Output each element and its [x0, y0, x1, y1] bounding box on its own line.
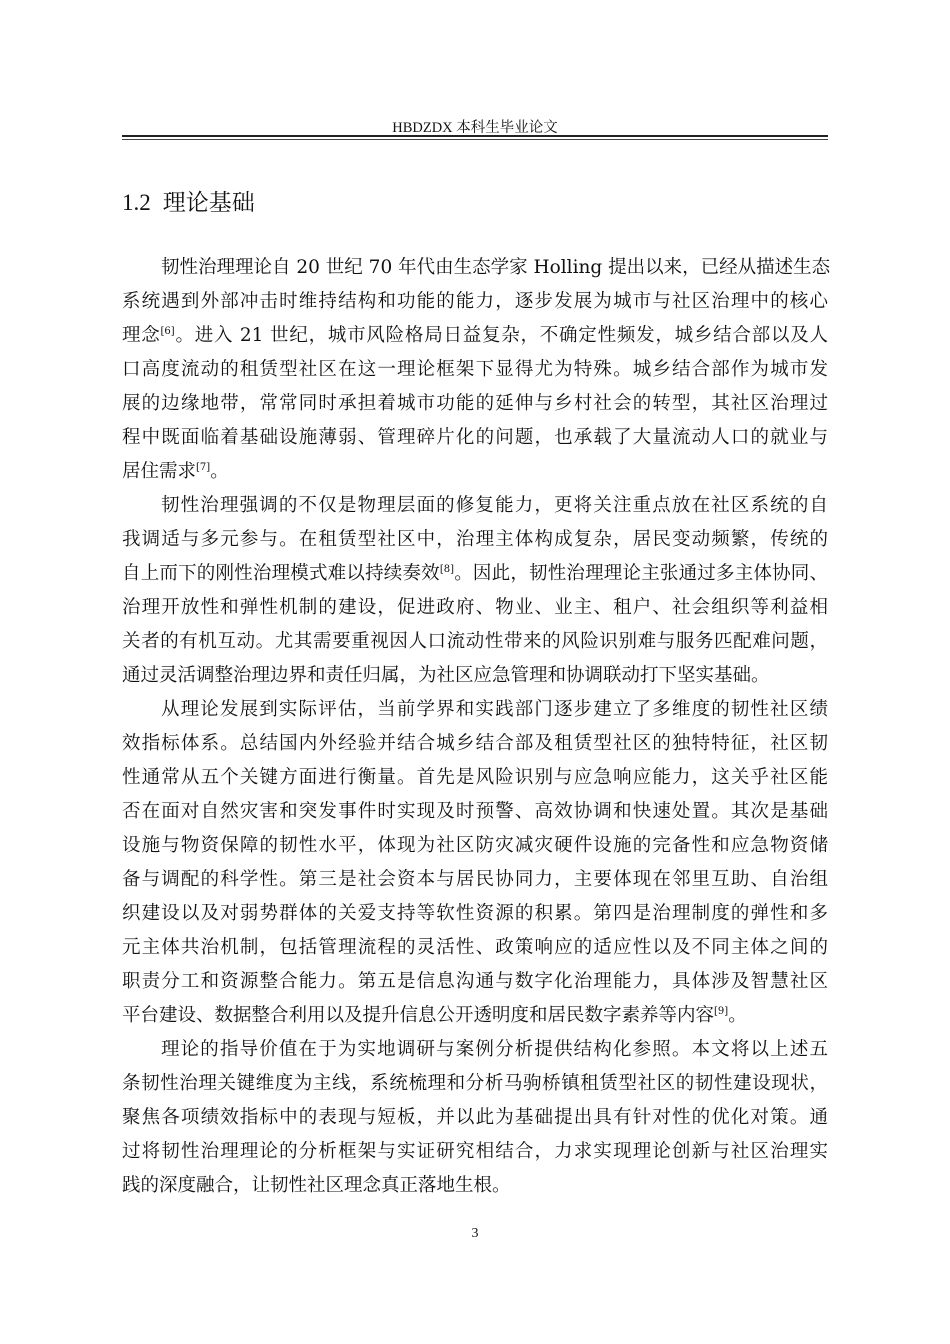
citation-ref[interactable]: [8]	[439, 564, 455, 575]
text-line	[122, 387, 828, 421]
text-line	[122, 693, 828, 727]
text-segment: 效指标体系。总结国内外经验并结合城乡结合部及租赁型社区的独特特征，社区韧	[122, 733, 828, 754]
text-line	[122, 557, 828, 591]
text-line	[122, 761, 828, 795]
text-line	[122, 251, 831, 285]
text-segment: 系统遇到外部冲击时维持结构和功能的能力，逐步发展为城市与社区治理中的核心	[122, 291, 828, 312]
text-line	[122, 421, 828, 455]
text-line	[122, 795, 828, 829]
text-line	[122, 727, 828, 761]
text-segment: 。	[210, 461, 229, 482]
text-line	[122, 931, 828, 965]
text-line	[122, 489, 828, 523]
body-text	[122, 251, 831, 1203]
section-number: 1.2	[122, 190, 151, 215]
text-segment: 我调适与多元参与。在租赁型社区中，治理主体构成复杂，居民变动频繁，传统的	[122, 529, 828, 550]
text-line	[122, 523, 828, 557]
text-segment: 韧性治理理论自 20 世纪 70 年代由生态学家 Holling 提出以来，已经从描述生态	[161, 257, 831, 278]
text-line	[122, 1169, 828, 1203]
text-segment: 平台建设、数据整合利用以及提升信息公开透明度和居民数字素养等内容	[122, 1005, 715, 1026]
text-segment: 展的边缘地带，常常同时承担着城市功能的延伸与乡村社会的转型，其社区治理过	[122, 393, 828, 414]
text-segment: 否在面对自然灾害和突发事件时实现及时预警、高效协调和快速处置。其次是基础	[122, 801, 828, 822]
text-segment: 备与调配的科学性。第三是社会资本与居民协同力，主要体现在邻里互助、自治组	[122, 869, 828, 890]
page-number: 3	[471, 1226, 479, 1241]
text-segment: 治理开放性和弹性机制的建设，促进政府、物业、业主、租户、社会组织等利益相	[122, 597, 828, 618]
text-segment: 设施与物资保障的韧性水平，体现为社区防灾减灾硬件设施的完备性和应急物资储	[122, 835, 828, 856]
citation-ref[interactable]: [9]	[714, 1006, 729, 1017]
text-line	[122, 455, 828, 489]
paragraph	[122, 489, 828, 693]
page-header: HBDZDX 本科生毕业论文	[392, 120, 558, 136]
text-segment: 织建设以及对弱势群体的关爱支持等软性资源的积累。第四是治理制度的弹性和多	[122, 903, 828, 924]
section-title: 理论基础	[162, 190, 255, 216]
citation-ref[interactable]: [6]	[160, 326, 175, 337]
text-line	[122, 591, 828, 625]
text-line	[122, 1033, 828, 1067]
text-segment: 口高度流动的租赁型社区在这一理论框架下显得尤为特殊。城乡结合部作为城市发	[122, 359, 828, 380]
paragraph	[122, 1033, 828, 1203]
text-line	[122, 863, 828, 897]
text-segment: 职责分工和资源整合能力。第五是信息沟通与数字化治理能力，具体涉及智慧社区	[122, 971, 828, 992]
text-segment: 条韧性治理关键维度为主线，系统梳理和分析马驹桥镇租赁型社区的韧性建设现状，	[122, 1073, 828, 1094]
text-line	[122, 1101, 828, 1135]
text-line	[122, 285, 828, 319]
text-line	[122, 999, 828, 1033]
text-line	[122, 1135, 828, 1169]
text-segment: 性通常从五个关键方面进行衡量。首先是风险识别与应急响应能力，这关乎社区能	[122, 767, 828, 788]
text-segment: 居住需求	[122, 461, 197, 482]
text-segment: 聚焦各项绩效指标中的表现与短板，并以此为基础提出具有针对性的优化对策。通	[122, 1107, 828, 1128]
text-segment: 关者的有机互动。尤其需要重视因人口流动性带来的风险识别难与服务匹配难问题，	[122, 631, 828, 652]
text-line	[122, 659, 828, 693]
text-segment: 程中既面临着基础设施薄弱、管理碎片化的问题，也承载了大量流动人口的就业与	[122, 427, 828, 448]
text-segment: 通过灵活调整治理边界和责任归属，为社区应急管理和协调联动打下坚实基础。	[122, 665, 770, 686]
citation-ref[interactable]: [7]	[196, 462, 211, 473]
text-line	[122, 965, 828, 999]
text-line	[122, 319, 828, 353]
text-segment: 。因此，韧性治理理论主张通过多主体协同、	[454, 563, 828, 584]
text-line	[122, 625, 828, 659]
paragraph	[122, 693, 828, 1033]
text-segment: 践的深度融合，让韧性社区理念真正落地生根。	[122, 1175, 511, 1196]
text-line	[122, 1067, 828, 1101]
text-segment: 元主体共治机制，包括管理流程的灵活性、政策响应的适应性以及不同主体之间的	[122, 937, 828, 958]
header-rule-thin	[122, 139, 828, 140]
text-segment: 理论的指导价值在于为实地调研与案例分析提供结构化参照。本文将以上述五	[161, 1039, 828, 1060]
header-rule	[122, 135, 828, 137]
text-segment: 从理论发展到实际评估，当前学界和实践部门逐步建立了多维度的韧性社区绩	[161, 699, 828, 720]
text-segment: 。	[728, 1005, 747, 1026]
text-line	[122, 897, 828, 931]
paragraph	[122, 251, 831, 489]
text-segment: 。进入 21 世纪，城市风险格局日益复杂，不确定性频发，城乡结合部以及人	[174, 325, 828, 346]
text-segment: 自上而下的刚性治理模式难以持续奏效	[122, 563, 440, 584]
text-segment: 过将韧性治理理论的分析框架与实证研究相结合，力求实现理论创新与社区治理实	[122, 1141, 828, 1162]
text-segment: 理念	[122, 325, 161, 346]
text-line	[122, 829, 828, 863]
text-segment: 韧性治理强调的不仅是物理层面的修复能力，更将关注重点放在社区系统的自	[161, 495, 828, 516]
section-heading	[122, 184, 255, 217]
text-line	[122, 353, 828, 387]
